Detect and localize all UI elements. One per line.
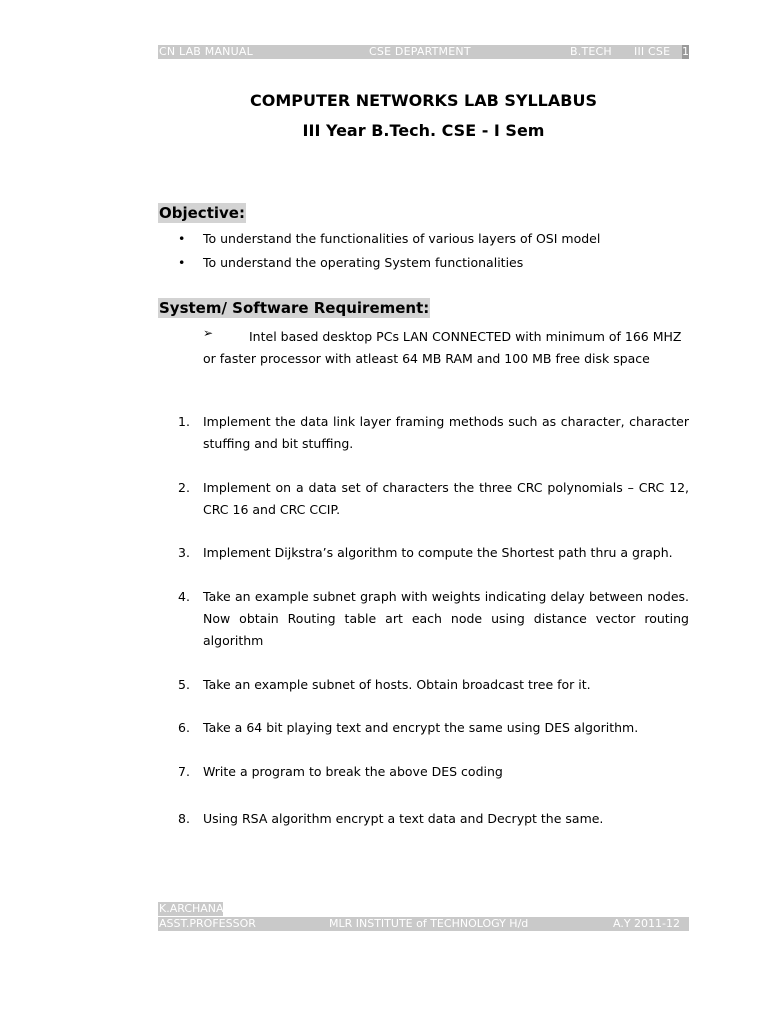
- experiment-item: [178, 411, 689, 455]
- objective-item-text: To understand the functionalities of various layers of OSI model: [203, 231, 601, 246]
- experiment-item: [178, 542, 689, 564]
- experiment-number: 5.: [178, 677, 190, 692]
- experiment-text: Using RSA algorithm encrypt a text data and Decrypt the same.: [203, 811, 604, 826]
- experiment-number: 4.: [178, 589, 190, 604]
- page-subtitle: III Year B.Tech. CSE - I Sem: [302, 121, 545, 140]
- experiment-number: 6.: [178, 720, 190, 735]
- experiment-item: [178, 761, 689, 783]
- header-class: III CSE: [634, 45, 671, 58]
- experiment-number: 1.: [178, 414, 190, 429]
- requirement-text: Intel based desktop PCs LAN CONNECTED with minimum of 166 MHZ or faster processor with atleast 64 MB RAM and 100 MB free disk space: [203, 329, 682, 366]
- experiment-number: 3.: [178, 545, 190, 560]
- objective-item: [178, 231, 600, 247]
- requirement-heading: System/ Software Requirement:: [159, 299, 430, 317]
- experiment-text: Implement Dijkstra’s algorithm to compute the Shortest path thru a graph.: [203, 545, 673, 560]
- experiment-text: Implement on a data set of characters the three CRC polynomials – CRC 12, CRC 16 and CRC CCIP.: [203, 480, 689, 517]
- bullet-icon: •: [178, 255, 186, 270]
- header-manual-title: CN LAB MANUAL: [159, 45, 253, 58]
- header-course: B.TECH: [570, 45, 612, 58]
- footer-institute: MLR INSTITUTE of TECHNOLOGY H/d: [329, 917, 529, 930]
- experiment-text: Implement the data link layer framing methods such as character, character stuffing and bit stuffing.: [203, 414, 689, 451]
- page-number: 1: [682, 45, 689, 58]
- page-title: COMPUTER NETWORKS LAB SYLLABUS: [250, 91, 597, 110]
- experiment-text: Take an example subnet of hosts. Obtain broadcast tree for it.: [203, 677, 591, 692]
- footer-author-name: K.ARCHANA: [159, 902, 224, 915]
- footer-designation: ASST.PROFESSOR: [159, 917, 256, 930]
- objective-heading: Objective:: [159, 204, 245, 222]
- footer-academic-year: A.Y 2011-12: [613, 917, 681, 930]
- experiment-number: 2.: [178, 480, 190, 495]
- experiment-number: 7.: [178, 764, 190, 779]
- experiment-text: Take an example subnet graph with weights indicating delay between nodes. Now obtain Routing table art each node using distance vector routing algorithm: [203, 589, 689, 648]
- experiment-item: [178, 586, 689, 652]
- experiment-text: Write a program to break the above DES coding: [203, 764, 503, 779]
- experiment-item: [178, 717, 689, 739]
- experiment-item: [178, 674, 689, 696]
- experiment-item: [178, 477, 689, 521]
- arrow-bullet-icon: ➢: [203, 326, 214, 340]
- experiment-item: [178, 808, 689, 830]
- header-department: CSE DEPARTMENT: [369, 45, 471, 58]
- objective-item-text: To understand the operating System functionalities: [203, 255, 524, 270]
- experiment-number: 8.: [178, 811, 190, 826]
- objective-item: [178, 255, 523, 271]
- experiment-text: Take a 64 bit playing text and encrypt the same using DES algorithm.: [203, 720, 639, 735]
- bullet-icon: •: [178, 231, 186, 246]
